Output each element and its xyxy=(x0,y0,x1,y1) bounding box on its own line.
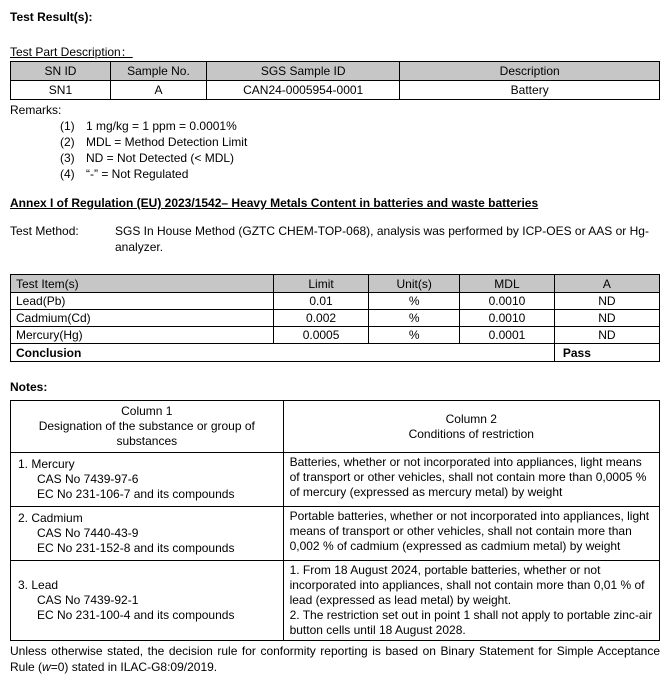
sample-description: Battery xyxy=(400,81,660,100)
remark-text: MDL = Method Detection Limit xyxy=(86,135,248,149)
results-header-mdl: MDL xyxy=(460,275,555,293)
remark-item xyxy=(60,118,660,134)
remark-item xyxy=(60,166,660,182)
notes-row-lead xyxy=(11,561,660,641)
remark-number: (1) xyxy=(60,119,75,133)
test-method-label: Test Method: xyxy=(10,224,79,238)
result-mdl: 0.0010 xyxy=(460,310,555,327)
remark-number: (4) xyxy=(60,167,75,181)
remark-text: 1 mg/kg = 1 ppm = 0.0001% xyxy=(86,119,237,133)
result-limit: 0.0005 xyxy=(273,327,368,344)
sample-table-header-sample-no: Sample No. xyxy=(110,62,206,81)
decision-rule-w-symbol: w xyxy=(42,660,51,674)
result-limit: 0.002 xyxy=(273,310,368,327)
substance-name: 3. Lead xyxy=(18,578,59,592)
condition-point-1: 1. From 18 August 2024, portable batteries, whether or not incorporated into appliances, shall not contain more than 0,01 % of lead (expressed as lead metal) by weight. xyxy=(289,563,645,607)
notes-header-row xyxy=(11,401,660,453)
notes-row-mercury xyxy=(11,453,660,507)
result-mdl: 0.0001 xyxy=(460,327,555,344)
results-header-limit: Limit xyxy=(273,275,368,293)
decision-rule-text-after: =0) stated in ILAC-G8:09/2019. xyxy=(50,660,218,674)
results-row-mercury xyxy=(11,327,660,344)
condition-cell xyxy=(283,561,659,641)
substance-cell xyxy=(11,561,284,641)
substance-ec: EC No 231-100-4 and its compounds xyxy=(37,608,235,622)
notes-col1-header-title: Column 1 xyxy=(121,404,173,418)
substance-ec: EC No 231-152-8 and its compounds xyxy=(37,541,235,555)
result-value: ND xyxy=(554,327,659,344)
remark-text: “-” = Not Regulated xyxy=(86,167,189,181)
conclusion-label: Conclusion xyxy=(11,344,555,362)
sample-table-row xyxy=(11,81,660,100)
results-header-test-item: Test Item(s) xyxy=(11,275,274,293)
result-value: ND xyxy=(554,293,659,310)
test-method-text: SGS In House Method (GZTC CHEM-TOP-068), analysis was performed by ICP-OES or AAS or Hg-analyzer. xyxy=(115,224,649,254)
sample-sn-id: SN1 xyxy=(11,81,111,100)
remark-number: (3) xyxy=(60,151,75,165)
substance-cas: CAS No 7440-43-9 xyxy=(37,526,139,540)
notes-row-cadmium xyxy=(11,507,660,561)
condition-point-2: 2. The restriction set out in point 1 shall not apply to portable zinc-air button cells until 18 August 2028. xyxy=(289,608,653,637)
notes-col2-header-title: Column 2 xyxy=(445,411,497,426)
annex-heading: Annex I of Regulation (EU) 2023/1542– Heavy Metals Content in batteries and waste batteries xyxy=(10,196,539,210)
sample-description-table xyxy=(10,61,660,100)
notes-col2-header xyxy=(283,401,659,453)
sample-table-header-sgs-sample-id: SGS Sample ID xyxy=(206,62,399,81)
test-part-description-label: Test Part Description： xyxy=(10,45,133,59)
page-title: Test Result(s): xyxy=(10,10,93,24)
results-row-cadmium xyxy=(11,310,660,327)
test-method-block xyxy=(10,223,660,255)
notes-col1-header xyxy=(11,401,284,453)
remarks-label: Remarks: xyxy=(10,103,62,117)
results-table-header-row xyxy=(11,275,660,293)
sample-no: A xyxy=(110,81,206,100)
sample-table-header-sn-id: SN ID xyxy=(11,62,111,81)
substance-cas: CAS No 7439-97-6 xyxy=(37,472,139,486)
result-unit: % xyxy=(369,327,460,344)
result-item-name: Mercury(Hg) xyxy=(11,327,274,344)
remark-number: (2) xyxy=(60,135,75,149)
notes-col1-header-subtitle: Designation of the substance or group of substances xyxy=(38,419,255,448)
remark-item xyxy=(60,150,660,166)
decision-rule-statement xyxy=(10,643,660,675)
condition-cell: Batteries, whether or not incorporated into appliances, light means of transport or other vehicles, shall not contain more than 0,0005 % of mercury (expressed as mercury metal) by weight xyxy=(283,453,659,507)
substance-name: 1. Mercury xyxy=(18,457,75,471)
condition-cell: Portable batteries, whether or not incorporated into appliances, light means of transport or other vehicles, shall not contain more than 0,002 % of cadmium (expressed as cadmium metal) by weight xyxy=(283,507,659,561)
result-value: ND xyxy=(554,310,659,327)
substance-name: 2. Cadmium xyxy=(18,511,83,525)
notes-col2-header-subtitle: Conditions of restriction xyxy=(408,426,534,441)
results-conclusion-row xyxy=(11,344,660,362)
results-row-lead xyxy=(11,293,660,310)
remark-item xyxy=(60,134,660,150)
results-header-a: A xyxy=(554,275,659,293)
notes-label: Notes: xyxy=(10,380,48,394)
sample-table-header-row xyxy=(11,62,660,81)
result-item-name: Lead(Pb) xyxy=(11,293,274,310)
results-table xyxy=(10,274,660,362)
results-header-unit: Unit(s) xyxy=(369,275,460,293)
substance-ec: EC No 231-106-7 and its compounds xyxy=(37,487,235,501)
remark-text: ND = Not Detected (< MDL) xyxy=(86,151,235,165)
decision-rule-text-before: Unless otherwise stated, the decision rule for conformity reporting is based on Binary Statement for Simple Acceptance Rule ( xyxy=(10,644,660,674)
report-page xyxy=(10,9,660,675)
result-unit: % xyxy=(369,310,460,327)
conclusion-value: Pass xyxy=(554,344,659,362)
result-limit: 0.01 xyxy=(273,293,368,310)
sample-table-header-description: Description xyxy=(400,62,660,81)
notes-table xyxy=(10,400,660,641)
result-item-name: Cadmium(Cd) xyxy=(11,310,274,327)
substance-cell xyxy=(11,453,284,507)
substance-cell xyxy=(11,507,284,561)
result-unit: % xyxy=(369,293,460,310)
result-mdl: 0.0010 xyxy=(460,293,555,310)
remarks-list xyxy=(60,118,660,182)
sgs-sample-id: CAN24-0005954-0001 xyxy=(206,81,399,100)
substance-cas: CAS No 7439-92-1 xyxy=(37,593,139,607)
